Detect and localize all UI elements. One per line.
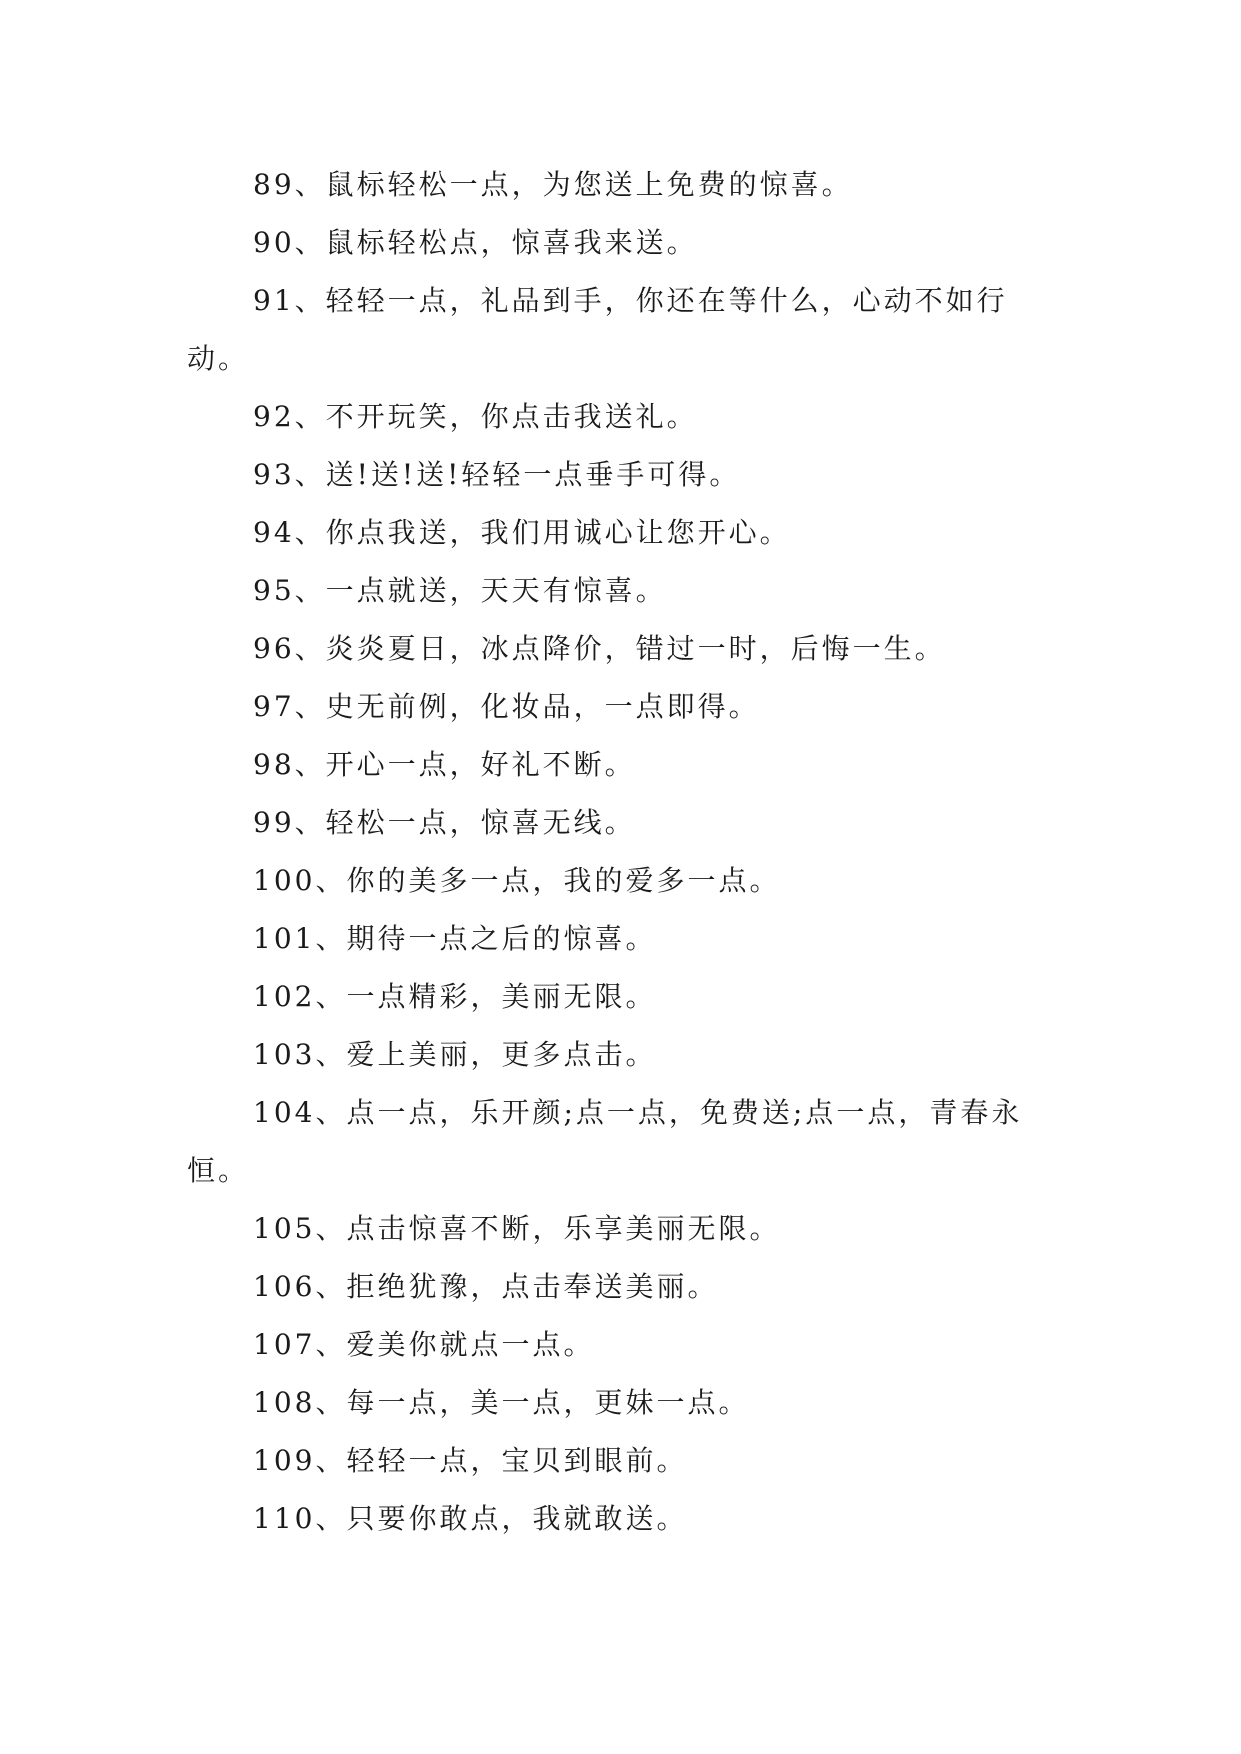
paragraph-104: 104、点一点，乐开颜;点一点，免费送;点一点，青春永恒。 [187,1096,1023,1187]
paragraph-99: 99、轻松一点，惊喜无线。 [253,806,636,839]
paragraph-102: 102、一点精彩，美丽无限。 [253,980,657,1013]
paragraph-98: 98、开心一点，好礼不断。 [253,748,636,781]
paragraph-95: 95、一点就送，天天有惊喜。 [253,574,667,607]
paragraph-89: 89、鼠标轻松一点，为您送上免费的惊喜。 [253,168,853,201]
paragraph-96: 96、炎炎夏日，冰点降价，错过一时，后悔一生。 [253,632,946,665]
document-body [187,156,1049,1548]
paragraph-108: 108、每一点，美一点，更妹一点。 [253,1386,750,1419]
paragraph-97: 97、史无前例，化妆品，一点即得。 [253,690,760,723]
paragraph-107: 107、爱美你就点一点。 [253,1328,595,1361]
paragraph-91: 91、轻轻一点，礼品到手，你还在等什么，心动不如行动。 [187,284,1008,375]
paragraph-100: 100、你的美多一点，我的爱多一点。 [253,864,781,897]
paragraph-109: 109、轻轻一点，宝贝到眼前。 [253,1444,688,1477]
paragraph-94: 94、你点我送，我们用诚心让您开心。 [253,516,791,549]
paragraph-105: 105、点击惊喜不断，乐享美丽无限。 [253,1212,781,1245]
paragraph-110: 110、只要你敢点，我就敢送。 [253,1502,688,1535]
paragraph-92: 92、不开玩笑，你点击我送礼。 [253,400,698,433]
paragraph-106: 106、拒绝犹豫，点击奉送美丽。 [253,1270,719,1303]
paragraph-93: 93、送!送!送!轻轻一点垂手可得。 [253,458,741,491]
paragraph-103: 103、爱上美丽，更多点击。 [253,1038,657,1071]
paragraph-101: 101、期待一点之后的惊喜。 [253,922,657,955]
paragraph-90: 90、鼠标轻松点，惊喜我来送。 [253,226,698,259]
